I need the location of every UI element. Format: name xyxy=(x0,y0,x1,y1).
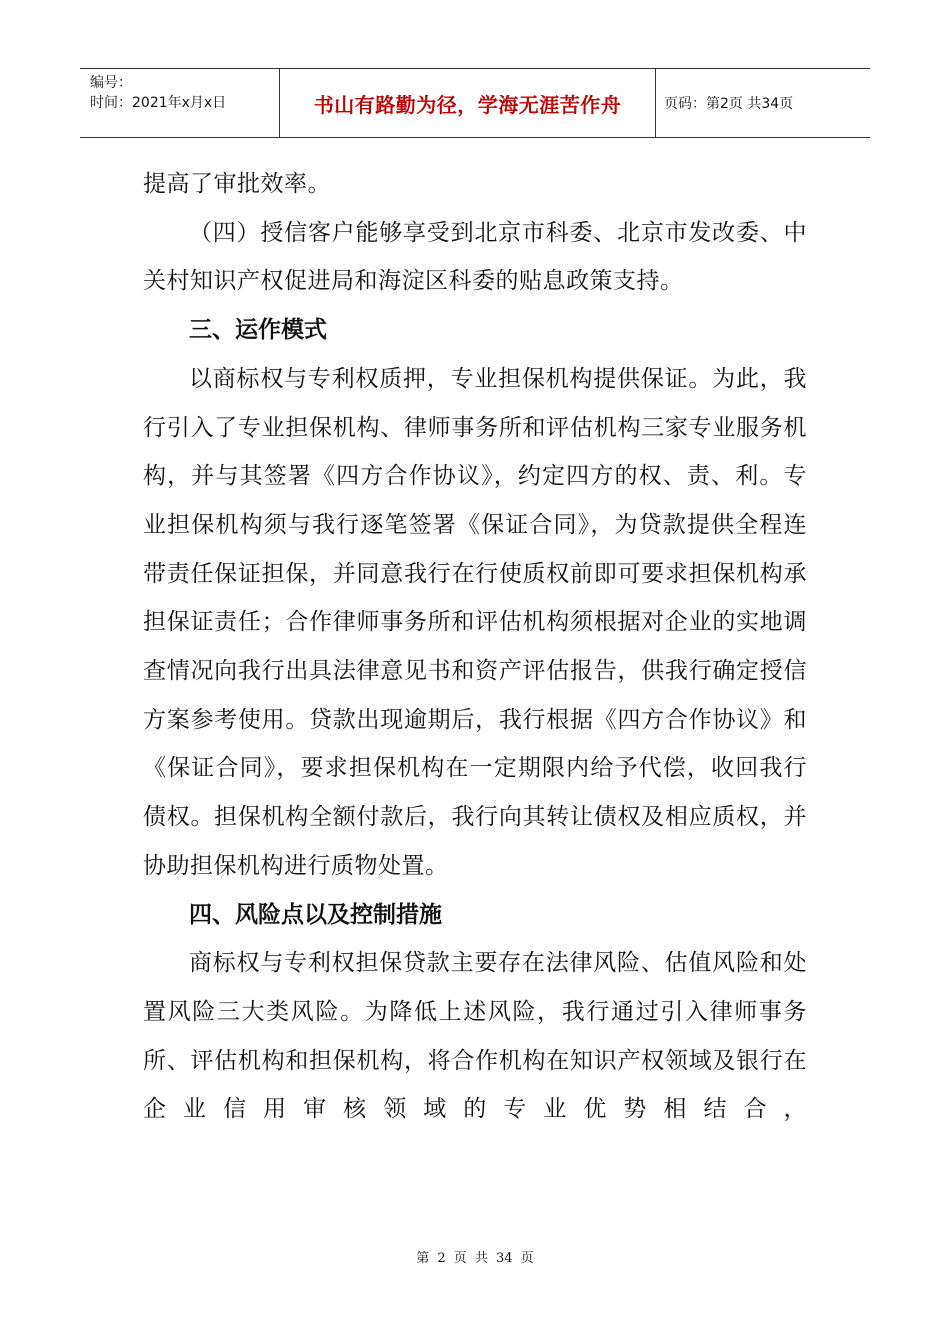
header-motto: 书山有路勤为径，学海无涯苦作舟 xyxy=(280,69,656,137)
paragraph: 提高了审批效率。 xyxy=(143,171,331,197)
page-header xyxy=(80,68,870,138)
paragraph: 以商标权与专利权质押，专业担保机构提供保证。为此，我行引入了专业担保机构、律师事务所和评估机构三家专业服务机构，并与其签署《四方合作协议》，约定四方的权、责、利。专业担保机构须与我行逐笔签署《保证合同》，为贷款提供全程连带责任保证担保，并同意我行在行使质权前即可要求担保机构承担保证责任；合作律师事务所和评估机构须根据对企业的实地调查情况向我行出具法律意见书和资产评估报告，供我行确定授信方案参考使用。贷款出现逾期后，我行根据《四方合作协议》和《保证合同》，要求担保机构在一定期限内给予代偿，收回我行债权。担保机构全额付款后，我行向其转让债权及相应质权，并协助担保机构进行质物处置。 xyxy=(143,365,807,879)
document-time-label: 时间：2021年x月x日 xyxy=(90,95,227,111)
page-footer: 第 2 页 共 34 页 xyxy=(416,1251,534,1266)
header-page-number: 页码：第2页 共34页 xyxy=(664,96,794,112)
paragraph: 商标权与专利权担保贷款主要存在法律风险、估值风险和处置风险三大类风险。为降低上述风险，我行通过引入律师事务所、评估机构和担保机构，将合作机构在知识产权领域及银行在企业信用审核领域的专业优势相结合， xyxy=(143,950,807,1123)
header-meta xyxy=(80,69,280,137)
paragraph: （四）授信客户能够享受到北京市科委、北京市发改委、中关村知识产权促进局和海淀区科委的贴息政策支持。 xyxy=(143,219,807,295)
section-heading: 三、运作模式 xyxy=(189,317,327,344)
document-body xyxy=(143,160,807,1134)
section-heading: 四、风险点以及控制措施 xyxy=(189,901,442,928)
document-number-label: 编号： xyxy=(90,75,132,91)
